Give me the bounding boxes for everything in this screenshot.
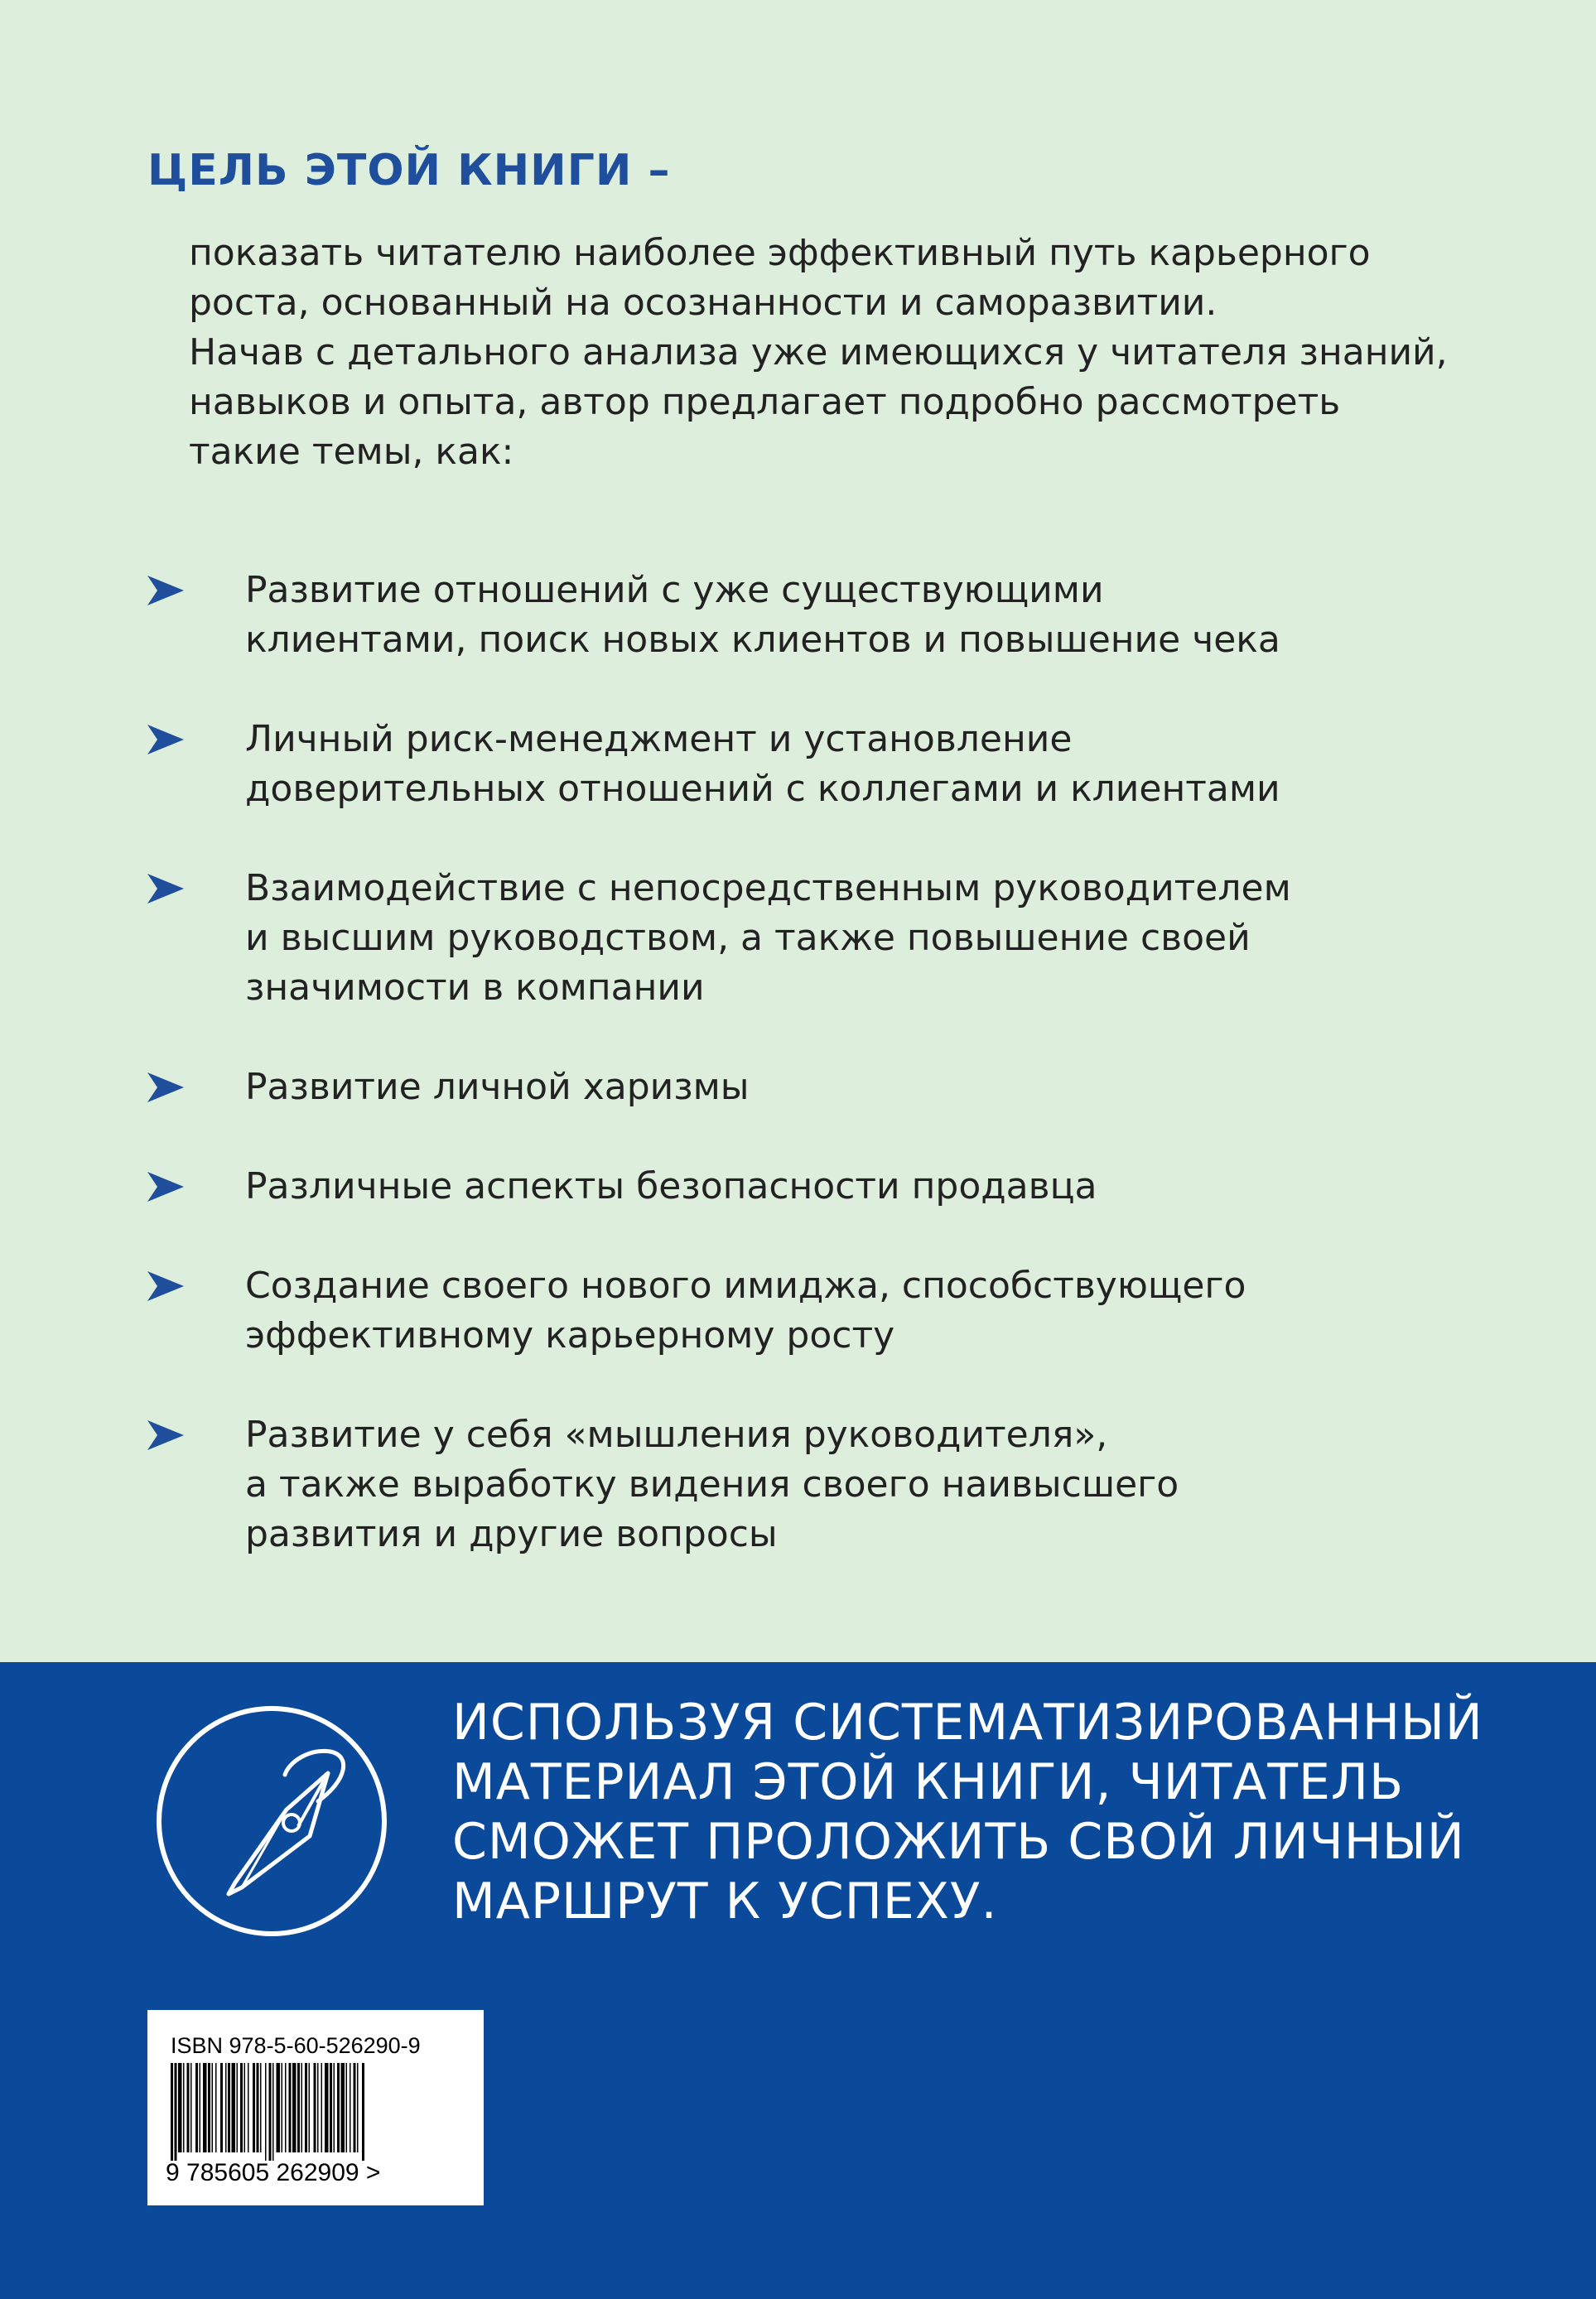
- list-item-text: [245, 864, 1488, 1013]
- list-item-line: значимости в компании: [245, 966, 705, 1009]
- barcode-bar: [178, 2063, 182, 2152]
- slogan-line: МАТЕРИАЛ ЭТОЙ КНИГИ, ЧИТАТЕЛЬ: [452, 1753, 1405, 1811]
- list-item-line: а также выработку видения своего наивысшего: [245, 1463, 1179, 1506]
- barcode-bar: [341, 2063, 345, 2152]
- list-item-line: Развитие отношений с уже существующими: [245, 569, 1104, 611]
- list-item-text: [245, 1162, 1488, 1212]
- barcode-bar: [195, 2063, 198, 2152]
- barcode-bar: [253, 2063, 255, 2152]
- list-item-line: эффективному карьерному росту: [245, 1314, 895, 1357]
- barcode-bar: [285, 2063, 287, 2152]
- list-item-line: Создание своего нового имиджа, способствующего: [245, 1265, 1246, 1307]
- slogan-line: СМОЖЕТ ПРОЛОЖИТЬ СВОЙ ЛИЧНЫЙ: [452, 1813, 1465, 1871]
- slogan: [452, 1693, 1562, 1931]
- intro-line: такие темы, как:: [189, 431, 514, 473]
- barcode-bar: [321, 2063, 323, 2152]
- list-item-line: Развитие у себя «мышления руководителя»,: [245, 1414, 1108, 1456]
- list-item-text: [245, 1063, 1488, 1112]
- barcode-bar: [289, 2063, 292, 2152]
- list-item-line: развития и другие вопросы: [245, 1513, 778, 1555]
- list-item-line: Различные аспекты безопасности продавца: [245, 1165, 1097, 1207]
- barcode-bar: [175, 2063, 177, 2161]
- list-item-line: и высшим руководством, а также повышение своей: [245, 917, 1251, 959]
- barcode-bar: [301, 2063, 303, 2152]
- barcode-bar: [232, 2063, 236, 2152]
- intro-line: роста, основанный на осознанности и саморазвитии.: [189, 282, 1217, 324]
- list-item-text: [245, 1261, 1488, 1361]
- barcode-bar: [248, 2063, 249, 2152]
- barcode-bar: [292, 2063, 297, 2152]
- chevron-arrow-icon: [147, 1071, 184, 1104]
- compass-icon: [152, 1702, 391, 1940]
- list-item-line: Развитие личной харизмы: [245, 1066, 750, 1108]
- isbn-barcode-block: [147, 2010, 484, 2205]
- barcode-bar: [282, 2063, 283, 2152]
- chevron-arrow-icon: [147, 1170, 184, 1203]
- isbn-label: ISBN 978-5-60-526290-9: [171, 2033, 421, 2058]
- barcode-bar: [228, 2063, 230, 2152]
- barcode-bar: [212, 2063, 214, 2152]
- barcode-bar: [237, 2063, 239, 2152]
- barcode-bar: [244, 2063, 246, 2152]
- barcode-bar: [220, 2063, 223, 2152]
- chevron-arrow-icon: [147, 574, 184, 607]
- slogan-line: ИСПОЛЬЗУЯ СИСТЕМАТИЗИРОВАННЫЙ: [452, 1694, 1483, 1752]
- barcode-bar: [297, 2063, 300, 2152]
- list-item-text: [245, 715, 1488, 814]
- barcode-bar: [277, 2063, 281, 2152]
- barcode-bar: [354, 2063, 356, 2152]
- barcode-bar: [265, 2063, 267, 2161]
- barcode-bar: [200, 2063, 201, 2152]
- barcode-bar: [330, 2063, 332, 2152]
- list-item-line: Взаимодействие с непосредственным руководителем: [245, 867, 1291, 909]
- intro-paragraph: [189, 229, 1448, 477]
- barcode-bar: [350, 2063, 351, 2152]
- intro-line: Начав с детального анализа уже имеющихся у читателя знаний,: [189, 331, 1448, 374]
- barcode-bar: [334, 2063, 335, 2152]
- slogan-line: МАРШРУТ К УСПЕХУ.: [452, 1872, 998, 1930]
- list-item-line: клиентами, поиск новых клиентов и повышение чека: [245, 619, 1280, 661]
- barcode-bar: [272, 2063, 274, 2161]
- barcode-bar: [208, 2063, 210, 2152]
- barcode-bar: [314, 2063, 316, 2152]
- list-item-text: [245, 1410, 1488, 1559]
- isbn-digits: 9 785605 262909 >: [166, 2159, 381, 2186]
- barcode-bar: [203, 2063, 207, 2152]
- intro-line: показать читателю наиболее эффективный путь карьерного: [189, 232, 1371, 274]
- barcode-bar: [225, 2063, 227, 2152]
- chevron-arrow-icon: [147, 723, 184, 756]
- chevron-arrow-icon: [147, 872, 184, 905]
- barcode-bar: [317, 2063, 319, 2152]
- barcode-bar: [357, 2063, 359, 2152]
- barcode-bar: [346, 2063, 348, 2152]
- list-item-line: доверительных отношений с коллегами и клиентами: [245, 768, 1280, 810]
- barcode-bar: [240, 2063, 243, 2152]
- barcode-bar: [190, 2063, 192, 2152]
- barcode-bar: [260, 2063, 262, 2152]
- barcode-bar: [362, 2063, 364, 2161]
- barcode-bar: [183, 2063, 185, 2152]
- barcode-bar: [257, 2063, 259, 2152]
- list-item-line: Личный риск-менеджмент и установление: [245, 718, 1073, 760]
- barcode-bar: [215, 2063, 217, 2152]
- barcode-bar: [305, 2063, 307, 2152]
- intro-line: навыков и опыта, автор предлагает подробно рассмотреть: [189, 381, 1341, 423]
- barcode-bar: [171, 2063, 173, 2161]
- page-title: ЦЕЛЬ ЭТОЙ КНИГИ –: [147, 146, 671, 195]
- barcode-bar: [337, 2063, 340, 2152]
- barcode-bar: [325, 2063, 329, 2152]
- chevron-arrow-icon: [147, 1270, 184, 1303]
- barcode-bar: [309, 2063, 311, 2152]
- barcode-bar: [187, 2063, 190, 2152]
- chevron-arrow-icon: [147, 1419, 184, 1452]
- list-item-text: [245, 566, 1488, 665]
- barcode-bar: [269, 2063, 272, 2161]
